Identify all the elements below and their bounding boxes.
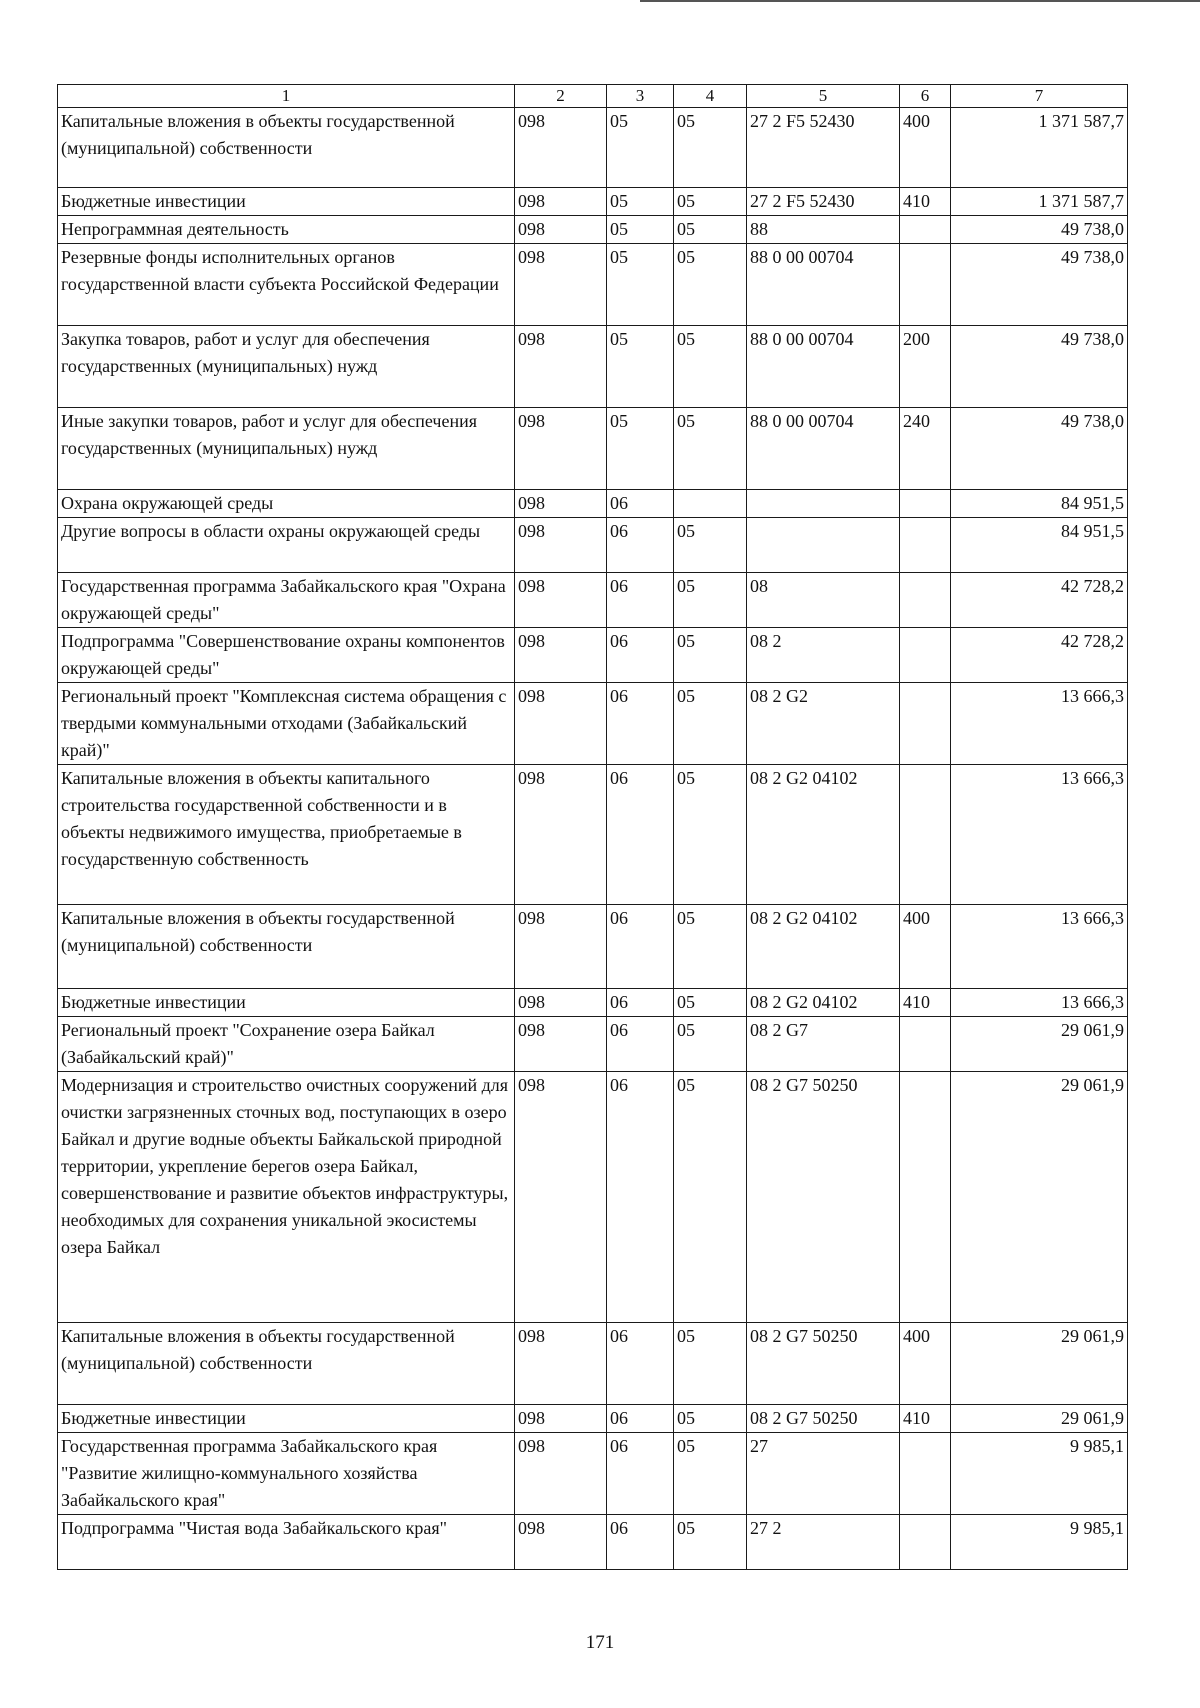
amount-cell: 13 666,3 — [951, 989, 1128, 1017]
name-cell: Капитальные вложения в объекты государственной (муниципальной) собственности — [58, 108, 515, 188]
table-row — [58, 573, 1128, 628]
amount-cell: 1 371 587,7 — [951, 108, 1128, 188]
ved-cell: 098 — [515, 1405, 607, 1433]
ved-cell: 098 — [515, 573, 607, 628]
amount-cell: 84 951,5 — [951, 490, 1128, 518]
section-cell: 05 — [607, 216, 674, 244]
name-cell: Капитальные вложения в объекты государственной (муниципальной) собственности — [58, 1323, 515, 1405]
expense-type-cell: 240 — [900, 408, 951, 490]
table-row — [58, 1405, 1128, 1433]
amount-cell: 42 728,2 — [951, 573, 1128, 628]
expense-type-cell — [900, 1017, 951, 1072]
section-cell: 05 — [607, 188, 674, 216]
expense-type-cell: 200 — [900, 326, 951, 408]
expense-type-cell: 400 — [900, 1323, 951, 1405]
section-cell: 06 — [607, 1515, 674, 1570]
target-article-cell: 08 2 G7 50250 — [747, 1323, 900, 1405]
budget-table — [57, 84, 1128, 1570]
subsection-cell: 05 — [674, 216, 747, 244]
amount-cell: 9 985,1 — [951, 1515, 1128, 1570]
subsection-cell: 05 — [674, 326, 747, 408]
col-header: 7 — [951, 85, 1128, 108]
subsection-cell: 05 — [674, 1072, 747, 1323]
table-row — [58, 765, 1128, 905]
amount-cell: 13 666,3 — [951, 765, 1128, 905]
ved-cell: 098 — [515, 1323, 607, 1405]
ved-cell: 098 — [515, 490, 607, 518]
subsection-cell: 05 — [674, 683, 747, 765]
target-article-cell: 27 2 F5 52430 — [747, 188, 900, 216]
section-cell: 06 — [607, 573, 674, 628]
col-header: 3 — [607, 85, 674, 108]
table-row — [58, 683, 1128, 765]
expense-type-cell — [900, 573, 951, 628]
name-cell: Капитальные вложения в объекты капитального строительства государственной собственности и в объекты недвижимого имущества, приобретаемые в государственную собственность — [58, 765, 515, 905]
ved-cell: 098 — [515, 108, 607, 188]
amount-cell: 42 728,2 — [951, 628, 1128, 683]
section-cell: 06 — [607, 1017, 674, 1072]
name-cell: Государственная программа Забайкальского края "Охрана окружающей среды" — [58, 573, 515, 628]
table-row — [58, 108, 1128, 188]
amount-cell: 1 371 587,7 — [951, 188, 1128, 216]
target-article-cell: 08 2 G2 — [747, 683, 900, 765]
amount-cell: 84 951,5 — [951, 518, 1128, 573]
target-article-cell: 88 0 00 00704 — [747, 408, 900, 490]
section-cell: 06 — [607, 683, 674, 765]
ved-cell: 098 — [515, 408, 607, 490]
expense-type-cell: 400 — [900, 905, 951, 989]
table-row — [58, 408, 1128, 490]
amount-cell: 29 061,9 — [951, 1017, 1128, 1072]
table-body — [58, 108, 1128, 1570]
target-article-cell: 08 2 G2 04102 — [747, 765, 900, 905]
name-cell: Региональный проект "Комплексная система обращения с твердыми коммунальными отходами (Забайкальский край)" — [58, 683, 515, 765]
section-cell: 05 — [607, 408, 674, 490]
expense-type-cell: 410 — [900, 1405, 951, 1433]
section-cell: 06 — [607, 1433, 674, 1515]
expense-type-cell — [900, 765, 951, 905]
section-cell: 06 — [607, 490, 674, 518]
name-cell: Государственная программа Забайкальского края "Развитие жилищно-коммунального хозяйства Забайкальского края" — [58, 1433, 515, 1515]
col-header: 1 — [58, 85, 515, 108]
section-cell: 06 — [607, 1405, 674, 1433]
col-header: 4 — [674, 85, 747, 108]
table-row — [58, 1433, 1128, 1515]
table-row — [58, 989, 1128, 1017]
amount-cell: 13 666,3 — [951, 905, 1128, 989]
ved-cell: 098 — [515, 244, 607, 326]
amount-cell: 29 061,9 — [951, 1405, 1128, 1433]
table-row — [58, 490, 1128, 518]
amount-cell: 49 738,0 — [951, 408, 1128, 490]
ved-cell: 098 — [515, 1515, 607, 1570]
ved-cell: 098 — [515, 683, 607, 765]
target-article-cell: 08 2 G7 50250 — [747, 1405, 900, 1433]
amount-cell: 49 738,0 — [951, 326, 1128, 408]
name-cell: Капитальные вложения в объекты государственной (муниципальной) собственности — [58, 905, 515, 989]
table-row — [58, 628, 1128, 683]
expense-type-cell: 400 — [900, 108, 951, 188]
ved-cell: 098 — [515, 1017, 607, 1072]
target-article-cell: 08 — [747, 573, 900, 628]
section-cell: 05 — [607, 326, 674, 408]
name-cell: Подпрограмма "Чистая вода Забайкальского края" — [58, 1515, 515, 1570]
expense-type-cell — [900, 518, 951, 573]
name-cell: Бюджетные инвестиции — [58, 989, 515, 1017]
target-article-cell: 08 2 G2 04102 — [747, 905, 900, 989]
target-article-cell: 88 — [747, 216, 900, 244]
target-article-cell — [747, 490, 900, 518]
ved-cell: 098 — [515, 216, 607, 244]
table-row — [58, 1515, 1128, 1570]
target-article-cell: 27 — [747, 1433, 900, 1515]
table-row — [58, 188, 1128, 216]
target-article-cell: 27 2 F5 52430 — [747, 108, 900, 188]
subsection-cell: 05 — [674, 108, 747, 188]
name-cell: Непрограммная деятельность — [58, 216, 515, 244]
ved-cell: 098 — [515, 628, 607, 683]
subsection-cell: 05 — [674, 1515, 747, 1570]
ved-cell: 098 — [515, 1433, 607, 1515]
amount-cell: 29 061,9 — [951, 1323, 1128, 1405]
name-cell: Бюджетные инвестиции — [58, 1405, 515, 1433]
section-cell: 05 — [607, 244, 674, 326]
section-cell: 05 — [607, 108, 674, 188]
col-header: 6 — [900, 85, 951, 108]
target-article-cell: 08 2 — [747, 628, 900, 683]
table-row — [58, 1072, 1128, 1323]
name-cell: Иные закупки товаров, работ и услуг для обеспечения государственных (муниципальных) нужд — [58, 408, 515, 490]
name-cell: Закупка товаров, работ и услуг для обеспечения государственных (муниципальных) нужд — [58, 326, 515, 408]
target-article-cell: 08 2 G7 50250 — [747, 1072, 900, 1323]
col-header: 2 — [515, 85, 607, 108]
table-row — [58, 1017, 1128, 1072]
subsection-cell: 05 — [674, 905, 747, 989]
page-top-rule — [640, 0, 1200, 2]
target-article-cell: 88 0 00 00704 — [747, 244, 900, 326]
page-number: 171 — [585, 1632, 615, 1653]
expense-type-cell — [900, 683, 951, 765]
ved-cell: 098 — [515, 905, 607, 989]
expense-type-cell — [900, 490, 951, 518]
ved-cell: 098 — [515, 1072, 607, 1323]
table-row — [58, 518, 1128, 573]
amount-cell: 29 061,9 — [951, 1072, 1128, 1323]
target-article-cell: 08 2 G2 04102 — [747, 989, 900, 1017]
name-cell: Другие вопросы в области охраны окружающей среды — [58, 518, 515, 573]
target-article-cell: 27 2 — [747, 1515, 900, 1570]
table-row — [58, 244, 1128, 326]
section-cell: 06 — [607, 905, 674, 989]
name-cell: Бюджетные инвестиции — [58, 188, 515, 216]
expense-type-cell — [900, 1515, 951, 1570]
subsection-cell: 05 — [674, 628, 747, 683]
amount-cell: 9 985,1 — [951, 1433, 1128, 1515]
name-cell: Резервные фонды исполнительных органов государственной власти субъекта Российской Федерации — [58, 244, 515, 326]
section-cell: 06 — [607, 1323, 674, 1405]
expense-type-cell — [900, 244, 951, 326]
target-article-cell: 88 0 00 00704 — [747, 326, 900, 408]
section-cell: 06 — [607, 989, 674, 1017]
subsection-cell: 05 — [674, 1433, 747, 1515]
table-row — [58, 216, 1128, 244]
expense-type-cell: 410 — [900, 188, 951, 216]
subsection-cell: 05 — [674, 573, 747, 628]
expense-type-cell — [900, 1433, 951, 1515]
name-cell: Модернизация и строительство очистных сооружений для очистки загрязненных сточных вод, поступающих в озеро Байкал и другие водные объекты Байкальской природной территории, укрепление берегов озера Байкал, совершенствование и развитие объектов инфраструктуры, необходимых для сохранения уникальной экосистемы озера Байкал — [58, 1072, 515, 1323]
table-row — [58, 326, 1128, 408]
expense-type-cell: 410 — [900, 989, 951, 1017]
table-row — [58, 905, 1128, 989]
header-row — [58, 85, 1128, 108]
section-cell: 06 — [607, 765, 674, 905]
target-article-cell: 08 2 G7 — [747, 1017, 900, 1072]
ved-cell: 098 — [515, 765, 607, 905]
expense-type-cell — [900, 628, 951, 683]
expense-type-cell — [900, 1072, 951, 1323]
amount-cell: 13 666,3 — [951, 683, 1128, 765]
subsection-cell: 05 — [674, 408, 747, 490]
subsection-cell: 05 — [674, 518, 747, 573]
subsection-cell: 05 — [674, 989, 747, 1017]
ved-cell: 098 — [515, 326, 607, 408]
name-cell: Охрана окружающей среды — [58, 490, 515, 518]
ved-cell: 098 — [515, 989, 607, 1017]
target-article-cell — [747, 518, 900, 573]
ved-cell: 098 — [515, 188, 607, 216]
name-cell: Региональный проект "Сохранение озера Байкал (Забайкальский край)" — [58, 1017, 515, 1072]
amount-cell: 49 738,0 — [951, 244, 1128, 326]
subsection-cell — [674, 490, 747, 518]
section-cell: 06 — [607, 518, 674, 573]
col-header: 5 — [747, 85, 900, 108]
name-cell: Подпрограмма "Совершенствование охраны компонентов окружающей среды" — [58, 628, 515, 683]
subsection-cell: 05 — [674, 1017, 747, 1072]
expense-type-cell — [900, 216, 951, 244]
amount-cell: 49 738,0 — [951, 216, 1128, 244]
ved-cell: 098 — [515, 518, 607, 573]
table-row — [58, 1323, 1128, 1405]
subsection-cell: 05 — [674, 1323, 747, 1405]
subsection-cell: 05 — [674, 1405, 747, 1433]
section-cell: 06 — [607, 628, 674, 683]
subsection-cell: 05 — [674, 188, 747, 216]
subsection-cell: 05 — [674, 244, 747, 326]
subsection-cell: 05 — [674, 765, 747, 905]
section-cell: 06 — [607, 1072, 674, 1323]
